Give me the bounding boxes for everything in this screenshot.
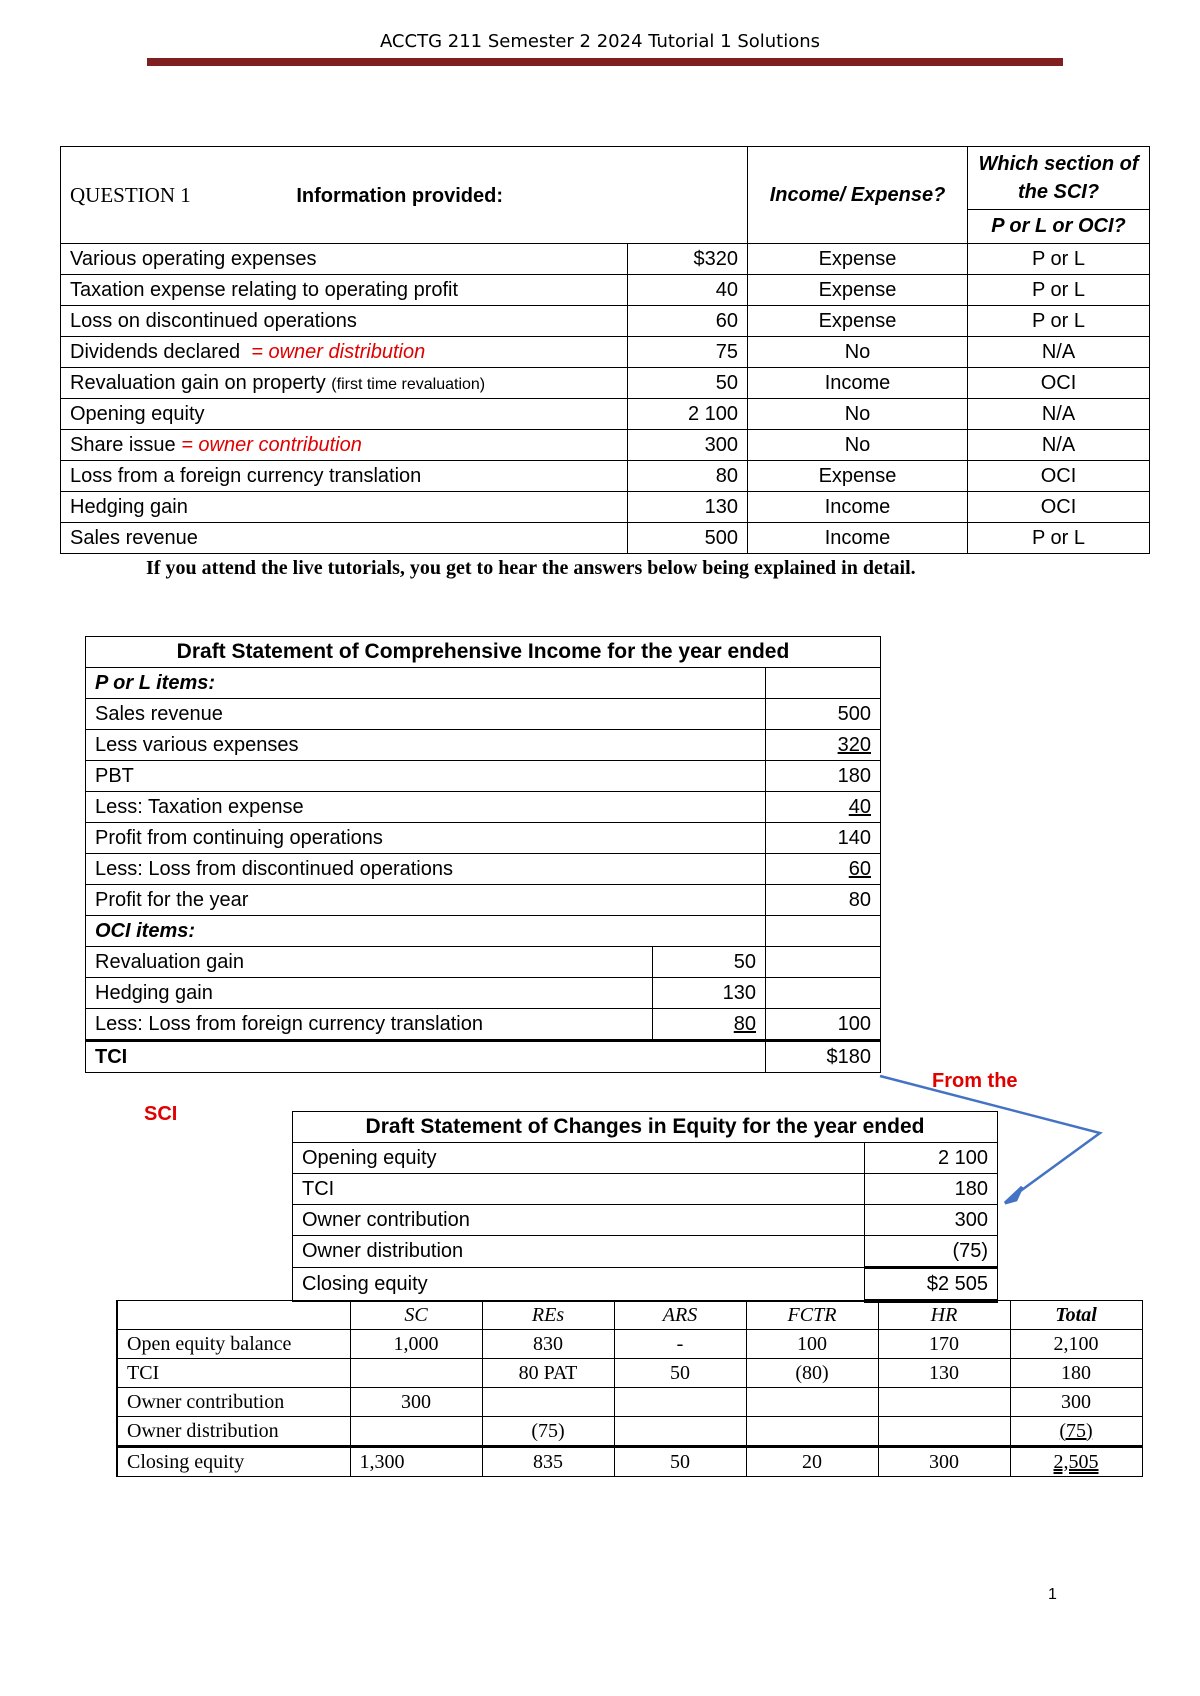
- soce-label: Closing equity: [293, 1268, 865, 1302]
- amount-cell: 2 100: [628, 399, 748, 430]
- sci-label: Less: Taxation expense: [86, 792, 766, 823]
- equity-cell: 2,505: [1010, 1447, 1142, 1477]
- sci-label: Less: Loss from discontinued operations: [86, 854, 766, 885]
- section-cell: OCI: [968, 492, 1150, 523]
- sci-value: 180: [766, 761, 881, 792]
- equity-cell: 300: [878, 1447, 1010, 1477]
- amount-cell: 75: [628, 337, 748, 368]
- equity-cell: 100: [746, 1330, 878, 1359]
- amount-cell: 40: [628, 275, 748, 306]
- equity-cell: 50: [614, 1447, 746, 1477]
- type-cell: No: [748, 430, 968, 461]
- soce-label: TCI: [293, 1174, 865, 1205]
- equity-cell: [482, 1388, 614, 1417]
- equity-cell: 130: [878, 1359, 1010, 1388]
- equity-corner: [117, 1301, 350, 1330]
- arrow-head: [1005, 1187, 1022, 1203]
- type-cell: No: [748, 399, 968, 430]
- item-cell: Loss from a foreign currency translation: [61, 461, 628, 492]
- type-cell: Income: [748, 492, 968, 523]
- equity-header: REs: [482, 1301, 614, 1330]
- sci-sub-value-text: 80: [733, 1012, 756, 1035]
- equity-cell: [878, 1388, 1010, 1417]
- arrow-note-sci: SCI: [144, 1103, 178, 1125]
- item-cell: Loss on discontinued operations: [61, 306, 628, 337]
- type-cell: Income: [748, 368, 968, 399]
- sci-value: 100: [766, 1009, 881, 1041]
- equity-cell: 50: [614, 1359, 746, 1388]
- section-cell: P or L: [968, 306, 1150, 337]
- item-cell: Sales revenue: [61, 523, 628, 554]
- equity-header: SC: [350, 1301, 482, 1330]
- section-cell: P or L: [968, 523, 1150, 554]
- page-header-title: ACCTG 211 Semester 2 2024 Tutorial 1 Solutions: [379, 31, 821, 52]
- item-note: = owner contribution: [181, 433, 362, 456]
- sci-label: PBT: [86, 761, 766, 792]
- question-title: QUESTION 1: [70, 182, 191, 207]
- equity-cell: 835: [482, 1447, 614, 1477]
- tutorial-note: If you attend the live tutorials, you get to hear the answers below being explained in detail.: [146, 557, 916, 579]
- sci-label: Less various expenses: [86, 730, 766, 761]
- item-text: Revaluation gain on property: [70, 371, 326, 394]
- equity-cell: 80 PAT: [482, 1359, 614, 1388]
- equity-row: [117, 1388, 1142, 1417]
- soce-value: $2 505: [865, 1268, 998, 1302]
- amount-cell: 60: [628, 306, 748, 337]
- equity-cell: 170: [878, 1330, 1010, 1359]
- equity-cell: [878, 1417, 1010, 1447]
- equity-header: FCTR: [746, 1301, 878, 1330]
- section-cell: OCI: [968, 368, 1150, 399]
- equity-row-label: TCI: [117, 1359, 350, 1388]
- amount-cell: 500: [628, 523, 748, 554]
- sci-title: Draft Statement of Comprehensive Income for the year ended: [86, 637, 881, 668]
- equity-cell: [746, 1417, 878, 1447]
- item-cell: Hedging gain: [61, 492, 628, 523]
- equity-cell: [350, 1359, 482, 1388]
- item-note: = owner distribution: [251, 340, 426, 363]
- soce-value: (75): [865, 1236, 998, 1268]
- sci-label: Revaluation gain: [86, 947, 653, 978]
- soce-value: 2 100: [865, 1143, 998, 1174]
- soce-label: Owner contribution: [293, 1205, 865, 1236]
- type-cell: Expense: [748, 306, 968, 337]
- equity-row-label: Owner distribution: [117, 1417, 350, 1447]
- amount-cell: 50: [628, 368, 748, 399]
- equity-cell: [614, 1388, 746, 1417]
- equity-cell: [746, 1388, 878, 1417]
- soce-table: [292, 1111, 998, 1303]
- section-cell: OCI: [968, 461, 1150, 492]
- section-cell: P or L: [968, 244, 1150, 275]
- equity-row-label: Closing equity: [117, 1447, 350, 1477]
- equity-cell: 830: [482, 1330, 614, 1359]
- soce-title: Draft Statement of Changes in Equity for the year ended: [293, 1112, 998, 1143]
- equity-cell: 20: [746, 1447, 878, 1477]
- equity-header-total: Total: [1010, 1301, 1142, 1330]
- type-cell: Income: [748, 523, 968, 554]
- sci-label: Less: Loss from foreign currency translation: [86, 1009, 653, 1041]
- page-number: 1: [1048, 1586, 1057, 1603]
- section-cell: N/A: [968, 337, 1150, 368]
- equity-row: [117, 1447, 1142, 1477]
- type-cell: Expense: [748, 275, 968, 306]
- sci-value-text: 320: [837, 733, 871, 756]
- equity-row: [117, 1417, 1142, 1447]
- sci-value: 500: [766, 699, 881, 730]
- info-label: Information provided:: [296, 184, 503, 207]
- equity-table: [116, 1300, 1143, 1477]
- equity-row-label: Open equity balance: [117, 1330, 350, 1359]
- income-expense-header: Income/ Expense?: [748, 147, 968, 244]
- equity-row: [117, 1330, 1142, 1359]
- item-cell: Opening equity: [61, 399, 628, 430]
- section-subheader: P or L or OCI?: [968, 209, 1150, 243]
- oci-heading: OCI items:: [86, 916, 766, 947]
- soce-value: 180: [865, 1174, 998, 1205]
- arrow-note-from: From the: [932, 1070, 1018, 1092]
- type-cell: Expense: [748, 461, 968, 492]
- amount-cell: $320: [628, 244, 748, 275]
- equity-cell: 1,300: [350, 1447, 482, 1477]
- item-text: Share issue: [70, 433, 176, 456]
- pl-heading: P or L items:: [86, 668, 766, 699]
- item-text: Dividends declared: [70, 340, 241, 363]
- sci-value: 80: [766, 885, 881, 916]
- equity-header: ARS: [614, 1301, 746, 1330]
- equity-header: HR: [878, 1301, 1010, 1330]
- equity-cell: (80): [746, 1359, 878, 1388]
- equity-cell: 180: [1010, 1359, 1142, 1388]
- sci-sub-value: 50: [653, 947, 766, 978]
- equity-cell: (75): [482, 1417, 614, 1447]
- amount-cell: 130: [628, 492, 748, 523]
- sci-label: Sales revenue: [86, 699, 766, 730]
- sci-label: Hedging gain: [86, 978, 653, 1009]
- sci-tci-label: TCI: [86, 1041, 766, 1073]
- type-cell: Expense: [748, 244, 968, 275]
- equity-cell: [350, 1417, 482, 1447]
- equity-cell: 2,100: [1010, 1330, 1142, 1359]
- soce-value: 300: [865, 1205, 998, 1236]
- type-cell: No: [748, 337, 968, 368]
- section-cell: N/A: [968, 399, 1150, 430]
- sci-value: 140: [766, 823, 881, 854]
- amount-cell: 80: [628, 461, 748, 492]
- section-cell: N/A: [968, 430, 1150, 461]
- sci-value-text: 60: [848, 857, 871, 880]
- sci-label: Profit from continuing operations: [86, 823, 766, 854]
- soce-label: Owner distribution: [293, 1236, 865, 1268]
- item-cell: Various operating expenses: [61, 244, 628, 275]
- equity-cell: 300: [1010, 1388, 1142, 1417]
- sci-label: Profit for the year: [86, 885, 766, 916]
- sci-value-text: 40: [848, 795, 871, 818]
- soce-label: Opening equity: [293, 1143, 865, 1174]
- item-small-note: (first time revaluation): [331, 375, 486, 393]
- equity-cell: 300: [350, 1388, 482, 1417]
- equity-cell: 1,000: [350, 1330, 482, 1359]
- section-header: Which section of the SCI?: [968, 147, 1150, 210]
- item-cell: Taxation expense relating to operating profit: [61, 275, 628, 306]
- equity-cell: [614, 1417, 746, 1447]
- equity-row-label: Owner contribution: [117, 1388, 350, 1417]
- amount-cell: 300: [628, 430, 748, 461]
- equity-row: [117, 1359, 1142, 1388]
- equity-cell: -: [614, 1330, 746, 1359]
- equity-cell: (75): [1010, 1417, 1142, 1447]
- sci-tci-value: $180: [766, 1041, 881, 1073]
- sci-sub-value: 130: [653, 978, 766, 1009]
- section-cell: P or L: [968, 275, 1150, 306]
